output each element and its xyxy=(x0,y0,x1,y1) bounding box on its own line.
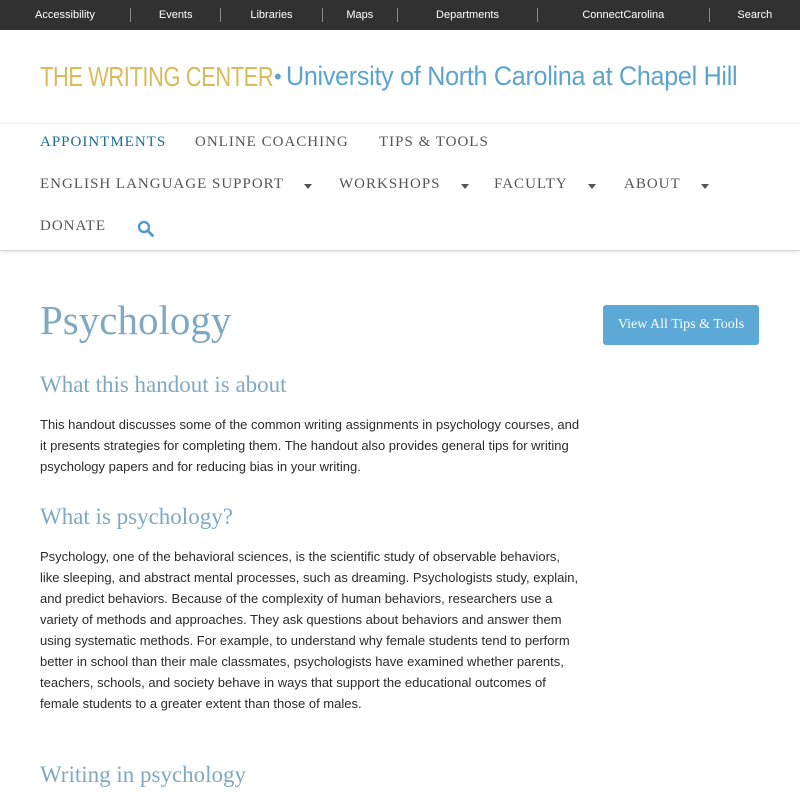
nav-workshops-label: WORKSHOPS xyxy=(339,176,441,192)
chevron-down-icon xyxy=(304,184,312,189)
nav-donate-label: DONATE xyxy=(40,218,106,234)
nav-faculty-label: FACULTY xyxy=(494,176,568,192)
nav-donate[interactable] xyxy=(40,218,106,235)
nav-tips-tools-label: TIPS & TOOLS xyxy=(379,134,489,150)
search-icon xyxy=(137,220,155,238)
university-wordmark: University of North Carolina at Chapel Hill xyxy=(285,61,738,91)
utility-link-libraries[interactable]: Libraries xyxy=(221,8,322,22)
nav-about-label: ABOUT xyxy=(624,176,681,192)
chevron-down-icon xyxy=(701,184,709,189)
chevron-down-icon xyxy=(588,184,596,189)
nav-about[interactable] xyxy=(624,176,709,193)
site-logo-link[interactable] xyxy=(40,61,771,93)
nav-english-language-support[interactable] xyxy=(40,176,312,193)
section-body-about: This handout discusses some of the common writing assignments in psychology courses, and it presents strategies for completing them. The handout also provides general tips for writing psychology papers and for reducing bias in your writing. xyxy=(40,417,580,474)
nav-search-button[interactable] xyxy=(137,220,155,238)
utility-link-departments[interactable]: Departments xyxy=(398,8,538,22)
section-heading-what-is-psychology: What is psychology? xyxy=(40,504,233,529)
utility-link-search[interactable]: Search xyxy=(737,9,773,21)
main-nav xyxy=(0,124,800,251)
nav-faculty[interactable] xyxy=(494,176,596,193)
nav-workshops[interactable] xyxy=(339,176,469,193)
utility-link-accessibility[interactable]: Accessibility xyxy=(0,8,131,22)
nav-online-coaching-label: ONLINE COACHING xyxy=(195,134,349,150)
utility-link-connectcarolina[interactable]: ConnectCarolina xyxy=(538,8,710,22)
nav-online-coaching[interactable] xyxy=(195,134,349,151)
utility-link-maps[interactable]: Maps xyxy=(323,8,398,22)
nav-appointments-label: APPOINTMENTS xyxy=(40,134,167,150)
utility-bar xyxy=(0,0,800,30)
site-header xyxy=(0,30,800,124)
writing-center-wordmark: THE WRITING CENTER xyxy=(40,60,274,92)
view-all-tips-tools-button[interactable]: View All Tips & Tools xyxy=(603,305,759,345)
page-title: Psychology xyxy=(40,297,232,343)
section-heading-writing-in-psychology: Writing in psychology xyxy=(40,762,247,787)
nav-els-label: ENGLISH LANGUAGE SUPPORT xyxy=(40,176,284,192)
section-body-what-is-psychology: Psychology, one of the behavioral sciences, is the scientific study of observable behaviors, like sleeping, and abstract mental processes, such as dreaming. Psychologists study, explain, and predict behaviors. Because of the complexity of human behaviors, researchers use a variety of methods and approaches. They ask questions about behaviors and answer them using systematic methods. For example, to understand why female students tend to perform better in school than their male classmates, psychologists have examined whether parents, teachers, schools, and society behave in ways that support the educational outcomes of female students to a greater extent than those of males. xyxy=(40,549,579,711)
section-heading-about: What this handout is about xyxy=(40,372,287,397)
nav-tips-tools[interactable] xyxy=(379,134,489,151)
nav-appointments[interactable] xyxy=(40,134,166,151)
utility-link-events[interactable]: Events xyxy=(131,8,221,22)
chevron-down-icon xyxy=(461,184,469,189)
brand-separator-dot: • xyxy=(274,63,282,89)
